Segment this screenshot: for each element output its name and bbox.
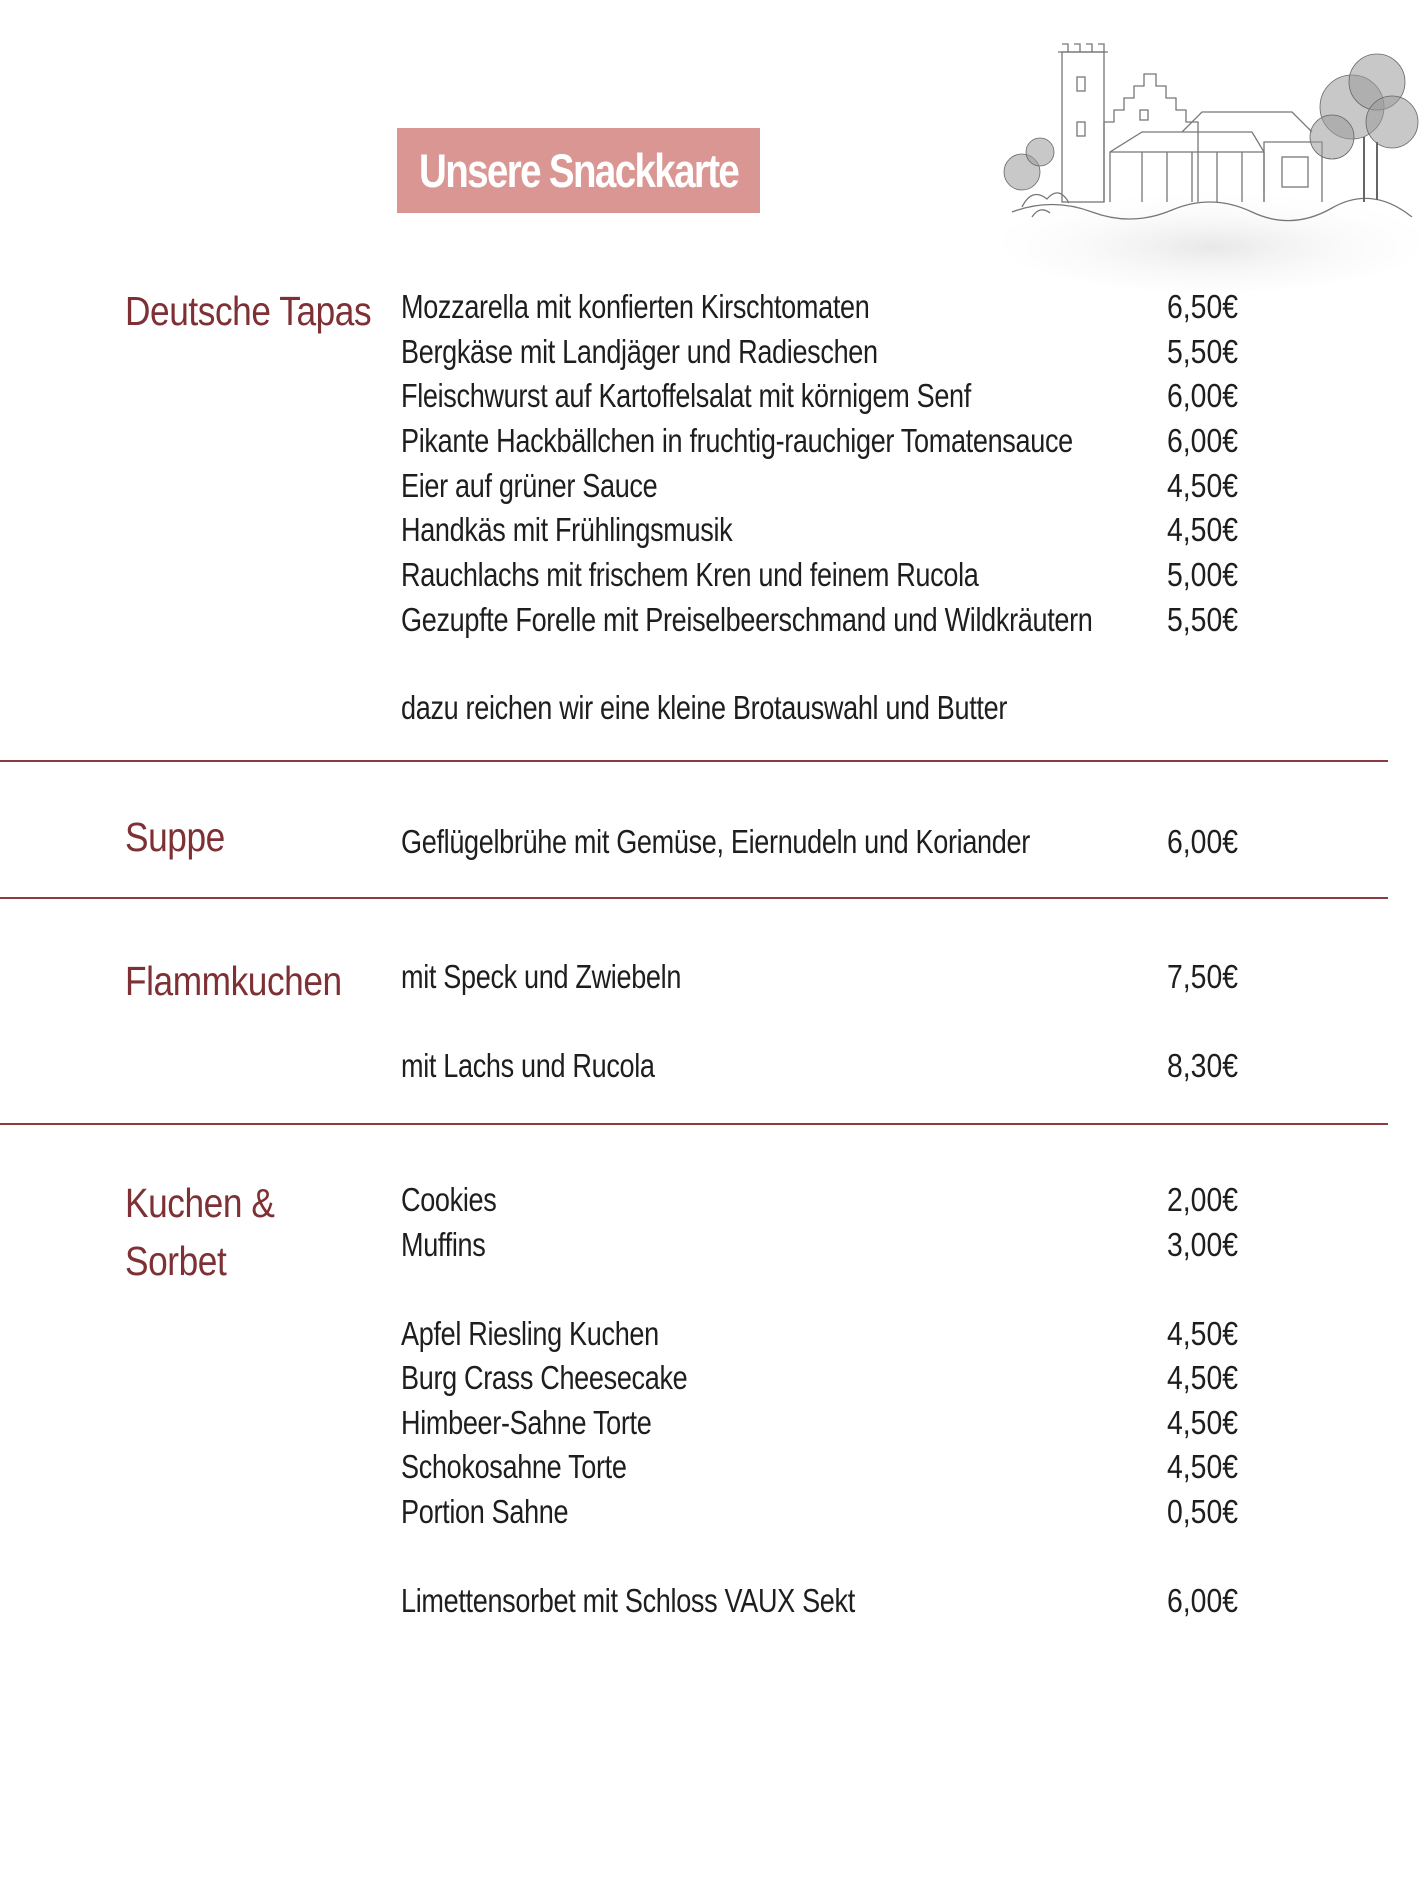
menu-item: Limettensorbet mit Schloss VAUX Sekt <box>401 1582 855 1619</box>
menu-item-price: 4,50€ <box>1167 1404 1239 1441</box>
menu-item-price: 4,50€ <box>1167 1315 1239 1352</box>
menu-item: mit Lachs und Rucola <box>401 1047 655 1084</box>
menu-item: mit Speck und Zwiebeln <box>401 958 682 995</box>
section-title-deutsche-tapas: Deutsche Tapas <box>125 288 372 334</box>
menu-item: Schokosahne Torte <box>401 1448 627 1485</box>
menu-item: Apfel Riesling Kuchen <box>401 1315 659 1352</box>
menu-item-price: 5,50€ <box>1167 601 1239 638</box>
menu-item: Muffins <box>401 1226 486 1263</box>
section-title-suppe: Suppe <box>125 814 225 860</box>
section-note: dazu reichen wir eine kleine Brotauswahl und Butter <box>401 689 1008 726</box>
menu-item-price: 7,50€ <box>1167 958 1239 995</box>
menu-item-price: 6,00€ <box>1167 823 1239 860</box>
section-title-kuchen-sorbet: Kuchen & Sorbet <box>125 1180 275 1284</box>
menu-item: Bergkäse mit Landjäger und Radieschen <box>401 333 878 370</box>
menu-item-price: 2,00€ <box>1167 1181 1239 1218</box>
menu-item: Gezupfte Forelle mit Preiselbeerschmand und Wildkräutern <box>401 601 1093 638</box>
menu-item: Geflügelbrühe mit Gemüse, Eiernudeln und Koriander <box>401 823 1030 860</box>
menu-item: Cookies <box>401 1181 497 1218</box>
menu-item: Rauchlachs mit frischem Kren und feinem Rucola <box>401 556 979 593</box>
section-divider <box>0 1123 1388 1125</box>
menu-item: Mozzarella mit konfierten Kirschtomaten <box>401 288 870 325</box>
menu-item: Pikante Hackbällchen in fruchtig-rauchiger Tomatensauce <box>401 422 1073 459</box>
menu-item: Eier auf grüner Sauce <box>401 467 658 504</box>
menu-item-price: 6,00€ <box>1167 422 1239 459</box>
menu-item-price: 0,50€ <box>1167 1493 1239 1530</box>
menu-item: Portion Sahne <box>401 1493 569 1530</box>
menu-item: Burg Crass Cheesecake <box>401 1359 688 1396</box>
menu-item-price: 3,00€ <box>1167 1226 1239 1263</box>
menu-item: Handkäs mit Frühlingsmusik <box>401 511 733 548</box>
menu-item-price: 5,50€ <box>1167 333 1239 370</box>
menu-item-price: 4,50€ <box>1167 511 1239 548</box>
menu-item-price: 8,30€ <box>1167 1047 1239 1084</box>
menu-item-price: 6,00€ <box>1167 377 1239 414</box>
menu-item-price: 4,50€ <box>1167 1359 1239 1396</box>
menu-item: Himbeer-Sahne Torte <box>401 1404 652 1441</box>
menu-item-price: 4,50€ <box>1167 467 1239 504</box>
menu-item-price: 6,50€ <box>1167 288 1239 325</box>
menu-item-price: 6,00€ <box>1167 1582 1239 1619</box>
menu-item: Fleischwurst auf Kartoffelsalat mit körnigem Senf <box>401 377 971 414</box>
section-divider <box>0 760 1388 762</box>
section-divider <box>0 897 1388 899</box>
castle-sketch-illustration <box>992 12 1420 292</box>
menu-title: Unsere Snackkarte <box>418 144 739 197</box>
menu-title-box <box>397 128 760 213</box>
section-title-flammkuchen: Flammkuchen <box>125 958 342 1004</box>
menu-item-price: 4,50€ <box>1167 1448 1239 1485</box>
menu-item-price: 5,00€ <box>1167 556 1239 593</box>
